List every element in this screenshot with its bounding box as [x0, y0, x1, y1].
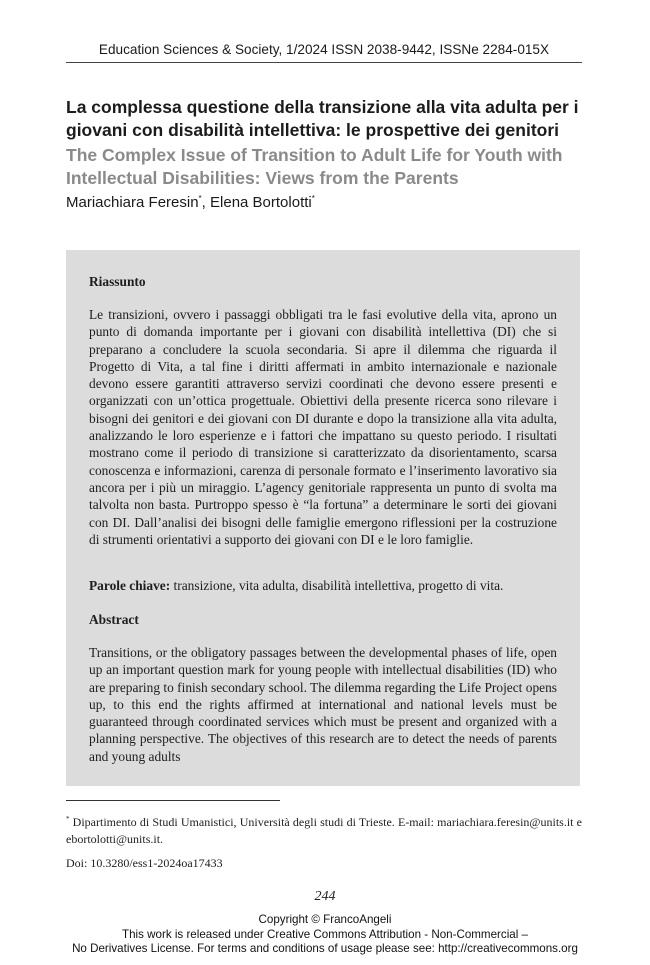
keywords-text: transizione, vita adulta, disabilità intellettiva, progetto di vita.	[170, 578, 504, 593]
riassunto-body: Le transizioni, ovvero i passaggi obbligati tra le fasi evolutive della vita, aprono un punto di domanda importante per i giovani con disabilità intellettiva (DI) che si preparano a concludere la scuola secondaria. Si apre il dilemma che riguarda il Progetto di Vita, a tal fine i diritti affermati in ambito internazionale e nazionale devono essere garantiti attraverso servizi coordinati che devono essere presenti e organizzati con un’ottica progettuale. Obiettivi della presente ricerca sono rilevare i bisogni dei genitori e dei giovani con DI durante e dopo la transizione alla vita adulta, analizzando le loro esperienze e i fattori che impattano su questo periodo. I risultati mostrano come il periodo di transizione si caratterizzato da disorientamento, scarsa conoscenza e informazioni, carenza di personale formato e l’inserimento lavorativo sia ancora per i più un miraggio. L’agency genitoriale rappresenta un punto di svolta ma talvolta non basta. Purtroppo spesso è “la fortuna” a determinare le sorti dei giovani con DI. Dall’analisi dei bisogni delle famiglie emergono riflessioni per la costruzione di strumenti orientativi a supporto dei giovani con DI e le loro famiglie.	[89, 307, 557, 547]
author-feresin: Mariachiara Feresin	[66, 194, 199, 211]
riassunto-heading: Riassunto	[89, 274, 146, 289]
journal-header: Education Sciences & Society, 1/2024 ISSN 2038-9442, ISSNe 2284-015X	[98, 42, 550, 57]
license-line-2: This work is released under Creative Commons Attribution - Non-Commercial –	[122, 927, 528, 941]
license-line-1: Copyright © FrancoAngeli	[258, 913, 392, 926]
doi: Doi: 10.3280/ess1-2024oa17433	[66, 856, 223, 870]
summary-box	[66, 250, 580, 786]
title-italian: La complessa questione della transizione alla vita adulta per i giovani con disabilità intellettiva: le prospettive dei genitori	[66, 97, 579, 140]
author-bortolotti: Elena Bortolotti	[210, 194, 312, 211]
author-footnote-mark-1: *	[198, 194, 202, 203]
license-footer	[0, 913, 650, 957]
authors	[66, 189, 586, 213]
header-rule	[66, 62, 582, 63]
author-separator: ,	[201, 194, 211, 211]
title-english: The Complex Issue of Transition to Adult Life for Youth with Intellectual Disabilities: Views from the Parents	[66, 145, 563, 188]
author-footnote-mark-2: *	[311, 194, 315, 203]
license-line-3: No Derivatives License. For terms and conditions of usage please see: http://creativecommons.org	[72, 942, 578, 955]
footnote-mark: *	[66, 815, 70, 823]
abstract-body: Transitions, or the obligatory passages between the developmental phases of life, open up an important question mark for young people with intellectual disabilities (ID) who are preparing to finish secondary school. The dilemma regarding the Life Project opens up, to this end the rights affirmed at international and national levels must be guaranteed through coordinated services which must be present and organized with a planning perspective. The objectives of this research are to detect the needs of parents and young adults	[89, 645, 557, 764]
footnote-text: Dipartimento di Studi Umanistici, Università degli studi di Trieste. E-mail: mariachiara.feresin@units.it e ebortolotti@units.it.	[66, 815, 582, 846]
keywords-label: Parole chiave:	[89, 578, 171, 593]
footnote	[66, 811, 582, 848]
abstract-heading: Abstract	[89, 612, 139, 627]
footnote-rule	[66, 800, 280, 801]
page-number: 244	[314, 889, 336, 904]
keywords	[89, 577, 557, 594]
